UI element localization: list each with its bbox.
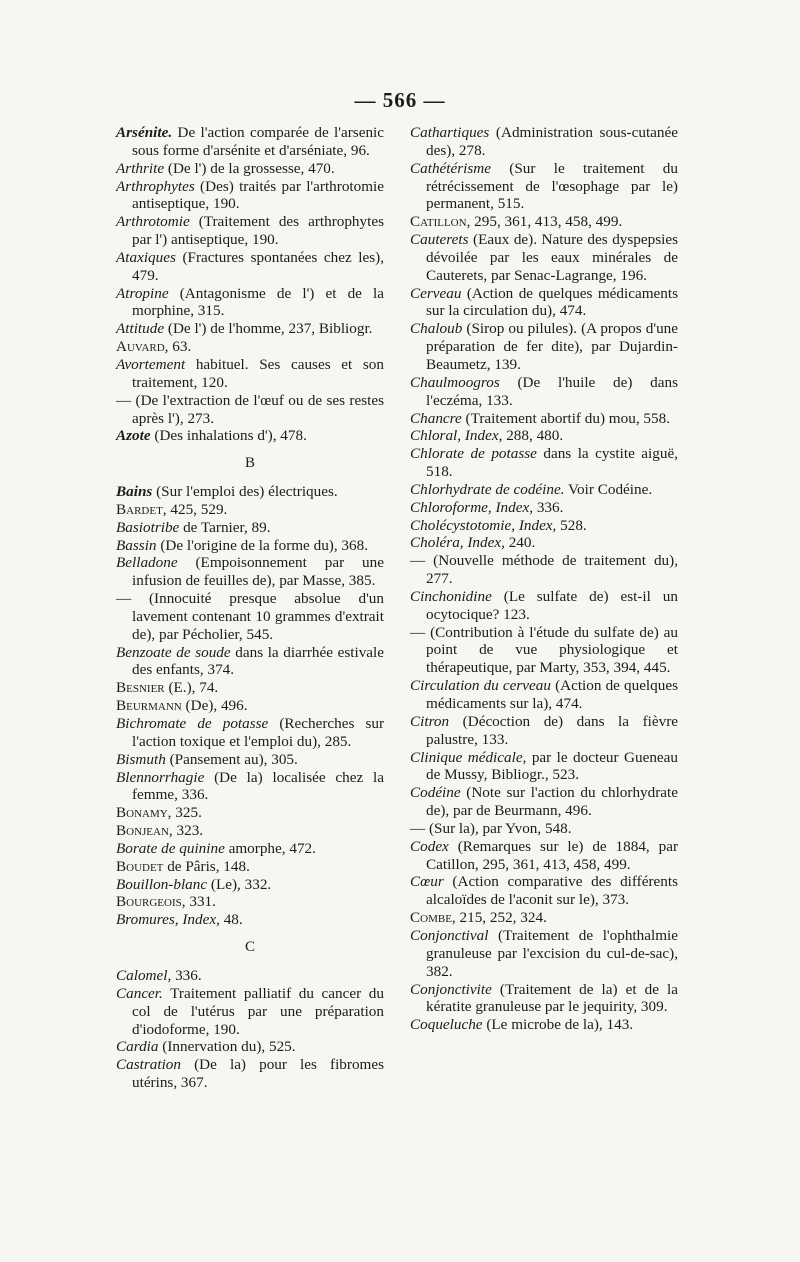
index-entry <box>410 838 678 874</box>
index-entry <box>410 820 678 838</box>
entry-heading: Blennorrhagie <box>116 768 205 786</box>
index-entry <box>410 517 678 535</box>
entry-heading: Cinchonidine <box>410 587 492 605</box>
entry-heading: Chloral, Index, <box>410 427 503 445</box>
entry-text: (De l'origine de la forme du), 368. <box>156 536 369 554</box>
index-entry <box>410 981 678 1017</box>
entry-text: (Nouvelle méthode de traitement du), 277. <box>425 552 678 588</box>
entry-heading: Belladone <box>116 554 178 572</box>
entry-heading: Benzoate de soude <box>116 643 231 661</box>
entry-text: (Traitement de l'ophthalmie granuleuse par l'excision du cul-de-sac), 382. <box>426 926 678 980</box>
index-entry <box>410 588 678 624</box>
entry-text: (De la) localisée chez la femme, 336. <box>132 768 384 804</box>
entry-heading: Chancre <box>410 409 462 427</box>
entry-text: de Pâris, 148. <box>163 857 250 875</box>
index-entry <box>410 481 678 499</box>
entry-text: (Traitement abortif du) mou, 558. <box>461 409 670 427</box>
entry-heading: Calomel, <box>116 966 172 984</box>
index-entry <box>116 751 384 769</box>
entry-heading: — <box>116 590 132 608</box>
index-entry <box>410 909 678 927</box>
entry-heading: Arthrotomie <box>116 213 190 231</box>
entry-text: (Sur l'emploi des) électriques. <box>152 483 338 501</box>
index-column-left <box>116 124 384 1092</box>
entry-text: 48. <box>219 911 243 929</box>
entry-text: (Action de quelques médicaments sur la circulation du), 474. <box>426 284 678 320</box>
entry-heading: — <box>410 552 426 570</box>
entry-heading: Chlorhydrate de codéine. <box>410 480 565 498</box>
entry-heading: Circulation du cerveau <box>410 677 551 695</box>
entry-text: habituel. Ses causes et son traitement, 120. <box>132 355 384 391</box>
entry-text: Voir Codéine. <box>564 480 653 498</box>
entry-heading: Cholécystotomie, Index, <box>410 516 557 534</box>
entry-heading: Conjonctivite <box>410 980 492 998</box>
index-entry <box>116 519 384 537</box>
entry-heading: Chlorate de potasse <box>410 445 537 463</box>
index-entry <box>410 231 678 285</box>
index-entry <box>116 840 384 858</box>
index-entry <box>116 985 384 1039</box>
index-entry <box>116 769 384 805</box>
entry-text: (Recherches sur l'action toxique et l'emploi du), 285. <box>132 715 384 750</box>
entry-heading: Cancer. <box>116 984 163 1002</box>
entry-heading: Chaloub <box>410 320 463 338</box>
entry-heading: Clinique médicale, <box>410 748 527 766</box>
index-entry <box>410 713 678 749</box>
entry-heading: Bichromate de potasse <box>116 715 269 732</box>
entry-heading: Cauterets <box>410 231 469 249</box>
entry-text: 323. <box>172 822 204 840</box>
entry-text: (Pansement au), 305. <box>165 750 298 768</box>
entry-heading: Bourgeois, <box>116 893 186 911</box>
entry-text: (Note sur l'action du chlorhydrate de), par de Beurmann, 496. <box>426 784 678 820</box>
entry-heading: Citron <box>410 712 450 730</box>
entry-heading: Combe, <box>410 909 456 927</box>
index-entry <box>116 537 384 555</box>
index-entry <box>410 784 678 820</box>
index-entry <box>116 715 384 751</box>
entry-heading: — <box>116 391 132 409</box>
entry-heading: Codex <box>410 837 449 855</box>
entry-heading: Cathartiques <box>410 124 490 141</box>
entry-text: 295, 361, 413, 458, 499. <box>470 213 623 231</box>
entry-heading: Bains <box>116 483 153 501</box>
index-entry <box>410 499 678 517</box>
entry-text: (De l') de la grossesse, 470. <box>164 159 335 177</box>
entry-heading: Atropine <box>116 284 169 302</box>
entry-text: dans la diarrhée estivale des enfants, 374. <box>132 643 385 679</box>
entry-heading: — <box>410 623 426 641</box>
entry-heading: Besnier <box>116 679 165 697</box>
entry-text: (Décoction de) dans la fièvre palustre, 133. <box>426 712 678 748</box>
entry-heading: — <box>410 819 426 837</box>
index-entry <box>116 320 384 338</box>
entry-text: (Des) traités par l'arthrotomie antiseptique, 190. <box>132 177 384 213</box>
entry-heading: Bromures, Index, <box>116 911 220 929</box>
entry-text: 63. <box>168 338 192 356</box>
index-entry <box>116 392 384 428</box>
entry-heading: Chaulmoogros <box>410 373 500 391</box>
entry-text: (De), 496. <box>181 697 248 715</box>
index-entry <box>116 679 384 697</box>
entry-text: (Des inhalations d'), 478. <box>150 427 307 445</box>
index-entry <box>410 927 678 981</box>
entry-heading: Arsénite. <box>116 124 173 141</box>
entry-text: (Action comparative des différents alcaloïdes de l'aconit sur le), 373. <box>426 873 678 909</box>
entry-heading: Beurmann <box>116 697 182 715</box>
entry-text: par le docteur Gueneau de Mussy, Bibliogr., 523. <box>426 748 678 784</box>
entry-heading: Bonamy, <box>116 804 172 822</box>
index-entry <box>410 160 678 214</box>
entry-text: amorphe, 472. <box>224 839 316 857</box>
index-entry <box>116 697 384 715</box>
entry-text: (Sur le traitement du rétrécissement de l'œsophage par le) permanent, 515. <box>426 159 678 213</box>
entry-text: 331. <box>185 893 216 911</box>
entry-heading: Azote <box>116 427 151 445</box>
entry-text: De l'action comparée de l'arsenic sous forme d'arsénite et d'arséniate, 96. <box>132 124 384 159</box>
index-column-right <box>410 124 678 1034</box>
entry-text: (De l'extraction de l'œuf ou de ses restes après l'), 273. <box>131 391 384 427</box>
entry-text: (Traitement des arthrophytes par l') antiseptique, 190. <box>132 213 384 249</box>
entry-text: 325. <box>171 804 202 822</box>
entry-heading: Ataxiques <box>116 248 176 266</box>
index-entry <box>116 501 384 519</box>
entry-text: 528. <box>556 516 587 534</box>
section-letter: C <box>244 939 255 956</box>
entry-heading: Cardia <box>116 1038 159 1056</box>
index-entry <box>410 552 678 588</box>
entry-text: (Administration sous-cutanée des), 278. <box>426 124 678 159</box>
index-entry <box>116 804 384 822</box>
index-entry <box>116 858 384 876</box>
index-entry <box>116 356 384 392</box>
index-entry <box>116 285 384 321</box>
entry-heading: Cerveau <box>410 284 462 302</box>
entry-text: Traitement palliatif du cancer du col de l'utérus par une préparation d'iodoforme, 190. <box>132 984 384 1038</box>
entry-heading: Chloroforme, Index, <box>410 498 534 516</box>
index-entry <box>116 213 384 249</box>
entry-text: (E.), 74. <box>164 679 219 697</box>
entry-text: (Fractures spontanées chez les), 479. <box>132 248 384 284</box>
index-entry <box>116 1056 384 1092</box>
entry-heading: Conjonctival <box>410 926 489 944</box>
entry-heading: Bardet, <box>116 500 167 518</box>
entry-text: 336. <box>171 966 202 984</box>
entry-text: (Le sulfate de) est-il un ocytocique? 123. <box>426 587 678 623</box>
entry-heading: Coqueluche <box>410 1016 483 1034</box>
entry-heading: Bouillon-blanc <box>116 875 208 893</box>
index-entry <box>116 249 384 285</box>
index-entry <box>410 285 678 321</box>
entry-heading: Arthrophytes <box>116 177 195 195</box>
entry-text: (Action de quelques médicaments sur la), 474. <box>426 677 678 712</box>
entry-heading: Auvard, <box>116 338 169 356</box>
entry-text: 215, 252, 324. <box>455 909 547 927</box>
index-entry <box>116 427 384 445</box>
entry-heading: Arthrite <box>116 159 165 177</box>
index-entry <box>116 644 384 680</box>
section-letter: B <box>244 455 255 472</box>
entry-heading: Borate de quinine <box>116 839 225 857</box>
index-entry <box>116 554 384 590</box>
index-entry <box>116 178 384 214</box>
index-entry <box>410 213 678 231</box>
entry-text: (Innocuité presque absolue d'un lavement contenant 10 grammes d'extrait de), par Pécholier, 545. <box>131 590 384 643</box>
entry-heading: Catillon, <box>410 213 471 231</box>
index-entry <box>116 1038 384 1056</box>
index-entry <box>410 534 678 552</box>
entry-text: (Sur la), par Yvon, 548. <box>425 819 572 837</box>
index-entry <box>116 590 384 644</box>
entry-text: 336. <box>533 498 564 516</box>
page-number: — 566 — <box>354 88 446 112</box>
entry-heading: Cathétérisme <box>410 159 491 177</box>
index-entry <box>116 124 384 160</box>
index-entry <box>116 911 384 929</box>
entry-heading: Choléra, Index, <box>410 534 505 552</box>
index-entry <box>410 410 678 428</box>
index-entry <box>116 160 384 178</box>
entry-text: (Sirop ou pilules). (A propos d'une préparation de fer dite), par Dujardin-Beaumetz, 139. <box>426 320 678 373</box>
entry-text: (De l'huile de) dans l'eczéma, 133. <box>426 373 678 409</box>
index-entry <box>410 427 678 445</box>
entry-text: (Le microbe de la), 143. <box>482 1016 634 1034</box>
entry-heading: Cœur <box>410 873 444 891</box>
entry-heading: Basiotribe <box>116 518 180 536</box>
index-entry <box>410 124 678 160</box>
index-entry <box>116 967 384 985</box>
entry-heading: Castration <box>116 1056 181 1074</box>
index-entry <box>116 876 384 894</box>
index-entry <box>116 483 384 501</box>
entry-text: (Remarques sur le) de 1884, par Catillon, 295, 361, 413, 458, 499. <box>426 837 678 873</box>
index-entry <box>410 624 678 678</box>
index-entry <box>116 822 384 840</box>
entry-heading: Boudet <box>116 857 164 875</box>
index-entry <box>410 374 678 410</box>
entry-text: (Innervation du), 525. <box>158 1038 296 1056</box>
entry-heading: Bassin <box>116 536 157 554</box>
entry-text: (Empoisonnement par une infusion de feuilles de), par Masse, 385. <box>132 554 384 590</box>
index-entry <box>116 338 384 356</box>
entry-text: (Le), 332. <box>207 875 272 893</box>
entry-text: (De l') de l'homme, 237, Bibliogr. <box>164 320 373 338</box>
entry-heading: Codéine <box>410 784 461 802</box>
entry-text: 240. <box>504 534 536 552</box>
entry-text: (Eaux de). Nature des dyspepsies dévoilée par les eaux minérales de Cauterets, par Senac-Lagrange, 196. <box>426 231 678 284</box>
entry-text: 425, 529. <box>166 500 228 518</box>
index-entry <box>410 445 678 481</box>
entry-text: (Contribution à l'étude du sulfate de) au point de vue physiologique et thérapeutique, par Marty, 353, 394, 445. <box>425 623 678 677</box>
index-entry <box>410 320 678 374</box>
entry-text: (Traitement de la) et de la kératite granuleuse par le jequirity, 309. <box>426 980 678 1016</box>
index-entry <box>410 749 678 785</box>
entry-text: 288, 480. <box>502 427 564 445</box>
entry-heading: Attitude <box>116 320 165 338</box>
entry-heading: Bonjean, <box>116 822 173 840</box>
entry-text: dans la cystite aiguë, 518. <box>426 445 678 481</box>
entry-text: (Antagonisme de l') et de la morphine, 315. <box>132 284 384 320</box>
entry-heading: Avortement <box>116 355 186 373</box>
entry-text: de Tarnier, 89. <box>179 518 271 536</box>
index-entry <box>410 873 678 909</box>
index-entry <box>116 893 384 911</box>
entry-heading: Bismuth <box>116 750 166 768</box>
index-entry <box>410 677 678 713</box>
entry-text: (De la) pour les fibromes utérins, 367. <box>132 1056 384 1092</box>
index-entry <box>410 1016 678 1034</box>
